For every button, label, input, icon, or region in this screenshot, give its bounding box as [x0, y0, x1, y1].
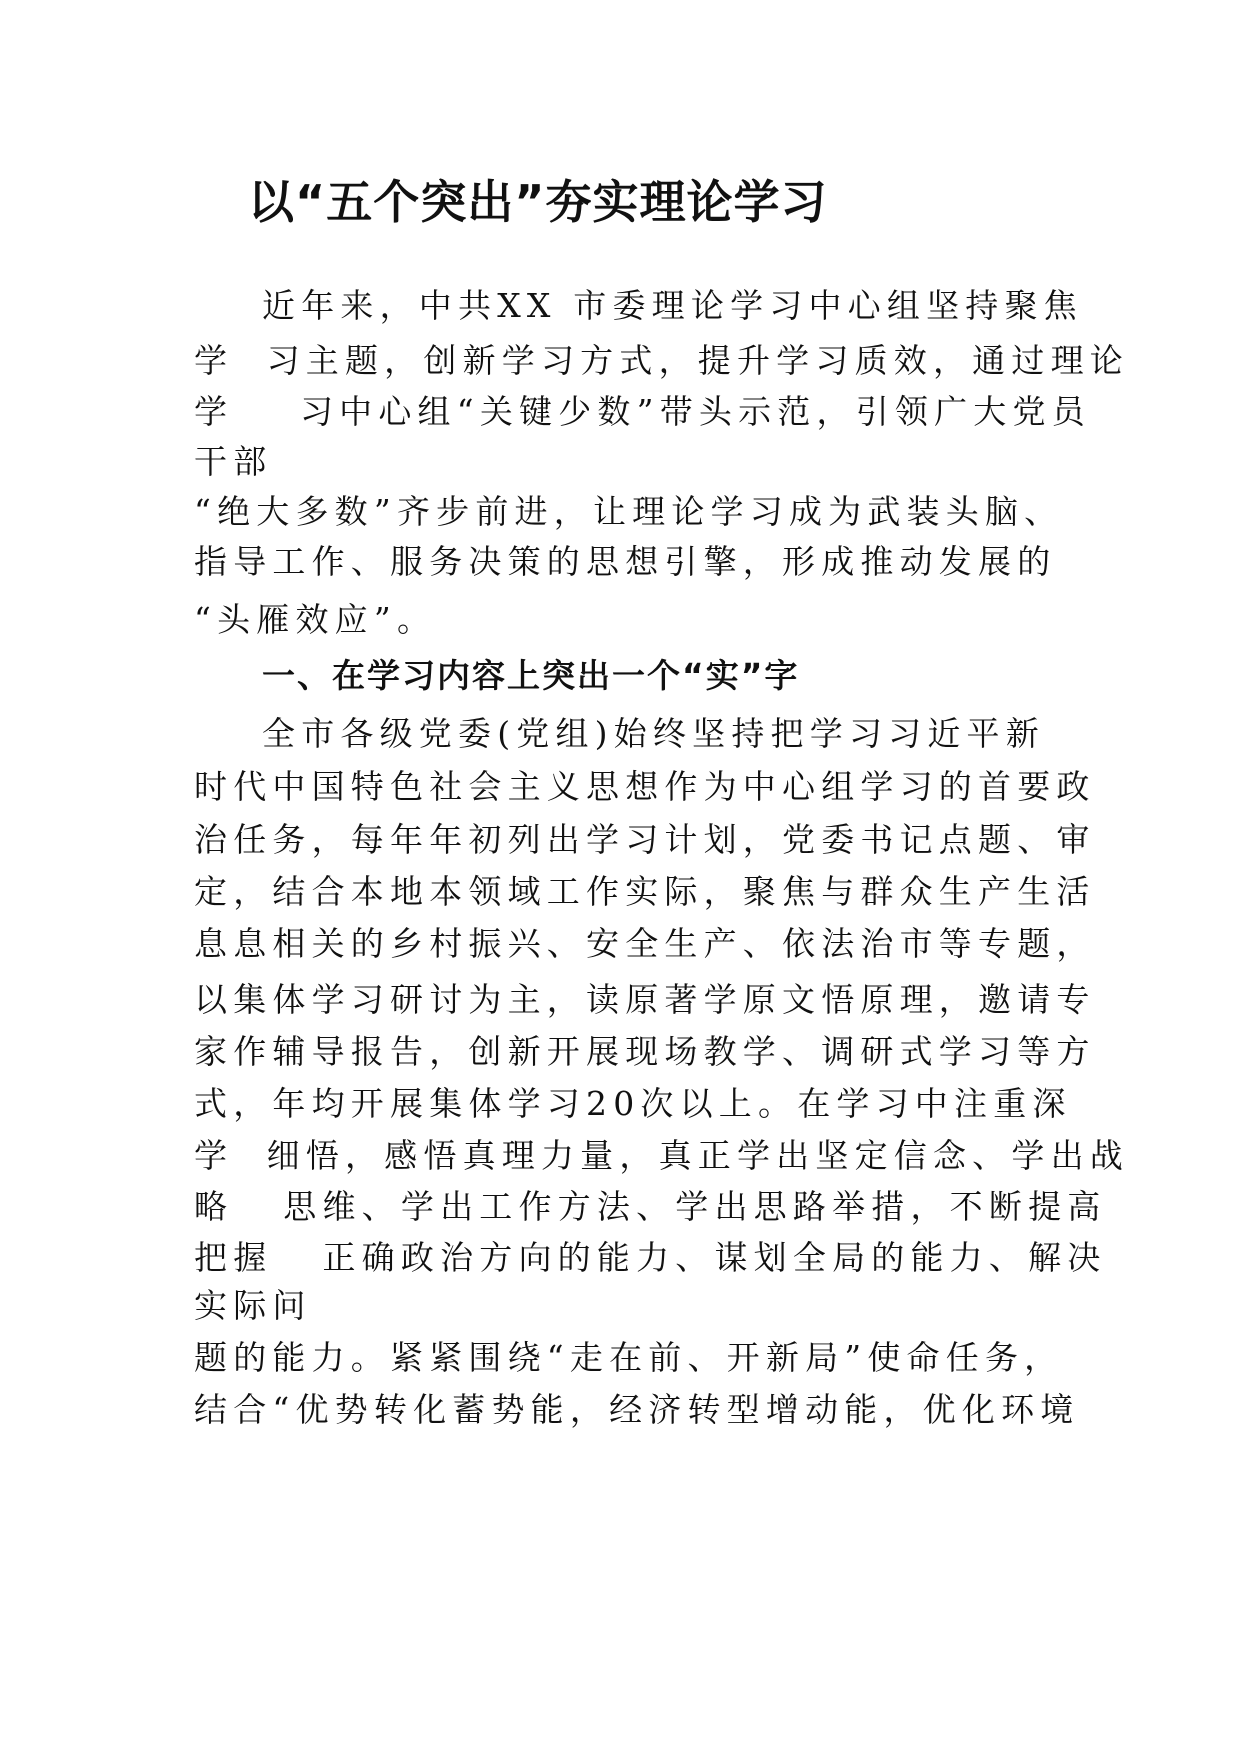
section-heading: 一、在学习内容上突出一个“实”字 — [262, 656, 800, 695]
intro-line: 近年来，中共XX 市委理论学习中心组坚持聚焦 — [262, 286, 1083, 325]
body-line: 式，年均开展集体学习20次以上。在学习中注重深 — [194, 1084, 1072, 1123]
body-line: 息息相关的乡村振兴、安全生产、依法治市等专题， — [194, 924, 1096, 963]
document-title: 以“五个突出”夯实理论学习 — [248, 175, 828, 229]
body-line: 把握 正确政治方向的能力、谋划全局的能力、解决 — [194, 1238, 1107, 1277]
body-line: 治任务，每年年初列出学习计划，党委书记点题、审 — [194, 820, 1096, 859]
intro-line: 学 习中心组“关键少数”带头示范，引领广大党员 — [194, 392, 1091, 431]
body-line: 时代中国特色社会主义思想作为中心组学习的首要政 — [194, 767, 1096, 806]
body-line: 实际问 — [194, 1286, 312, 1325]
body-line: 全市各级党委(党组)始终坚持把学习习近平新 — [262, 714, 1045, 753]
body-line: 结合“优势转化蓄势能，经济转型增动能，优化环境 — [194, 1390, 1080, 1429]
body-line: 以集体学习研讨为主，读原著学原文悟原理，邀请专 — [194, 980, 1096, 1019]
intro-line: 学 习主题，创新学习方式，提升学习质效，通过理论 — [194, 341, 1129, 380]
body-line: 略 思维、学出工作方法、学出思路举措，不断提高 — [194, 1187, 1107, 1226]
body-line: 定，结合本地本领域工作实际，聚焦与群众生产生活 — [194, 872, 1096, 911]
intro-line: 指导工作、服务决策的思想引擎，形成推动发展的 — [194, 542, 1057, 581]
intro-line: 干部 — [194, 442, 273, 481]
body-line: 题的能力。紧紧围绕“走在前、开新局”使命任务， — [194, 1338, 1064, 1377]
intro-line: “绝大多数”齐步前进，让理论学习成为武装头脑、 — [194, 492, 1064, 531]
body-line: 家作辅导报告，创新开展现场教学、调研式学习等方 — [194, 1032, 1096, 1071]
intro-line: “头雁效应”。 — [194, 600, 437, 639]
body-line: 学 细悟，感悟真理力量，真正学出坚定信念、学出战 — [194, 1136, 1129, 1175]
